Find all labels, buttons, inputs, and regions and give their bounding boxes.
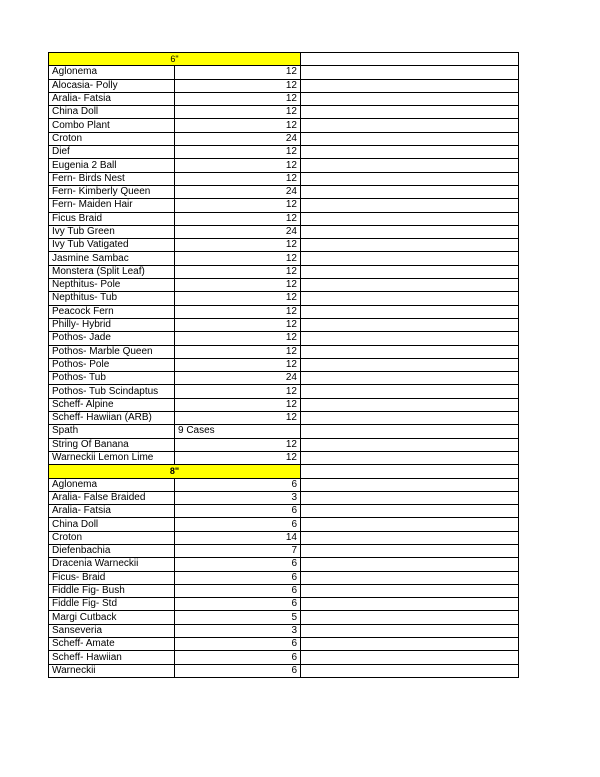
empty-cell[interactable] [301, 624, 519, 637]
empty-cell[interactable] [301, 265, 519, 278]
table-row [49, 146, 519, 159]
quantity-cell[interactable]: 12 [175, 451, 301, 464]
plant-name-cell[interactable]: Fern- Maiden Hair [49, 199, 175, 212]
table-row [49, 398, 519, 411]
plant-name-cell[interactable]: Ficus Braid [49, 212, 175, 225]
table-row [49, 79, 519, 92]
empty-cell[interactable] [301, 92, 519, 105]
empty-cell[interactable] [301, 279, 519, 292]
plant-name-cell[interactable]: Diefenbachia [49, 544, 175, 557]
empty-cell[interactable] [301, 132, 519, 145]
plant-name-cell[interactable]: Nepthitus- Tub [49, 292, 175, 305]
table-row [49, 518, 519, 531]
empty-cell[interactable] [301, 212, 519, 225]
empty-cell[interactable] [301, 651, 519, 664]
table-row [49, 531, 519, 544]
table-row [49, 611, 519, 624]
table-row [49, 412, 519, 425]
empty-cell[interactable] [301, 185, 519, 198]
plant-name-cell[interactable]: China Doll [49, 106, 175, 119]
plant-name-cell[interactable]: Croton [49, 132, 175, 145]
quantity-cell[interactable]: 12 [175, 385, 301, 398]
table-row [49, 451, 519, 464]
table-row [49, 292, 519, 305]
plant-name-cell[interactable]: China Doll [49, 518, 175, 531]
plant-name-cell[interactable]: Scheff- Hawiian (ARB) [49, 412, 175, 425]
quantity-cell[interactable]: 12 [175, 212, 301, 225]
empty-cell[interactable] [301, 385, 519, 398]
empty-cell[interactable] [301, 398, 519, 411]
plant-name-cell[interactable]: String Of Banana [49, 438, 175, 451]
empty-cell[interactable] [301, 159, 519, 172]
empty-cell[interactable] [301, 478, 519, 491]
plant-name-cell[interactable]: Aglonema [49, 66, 175, 79]
table-row [49, 199, 519, 212]
plant-name-cell[interactable]: Eugenia 2 Ball [49, 159, 175, 172]
plant-inventory-table [48, 52, 519, 678]
quantity-cell[interactable]: 6 [175, 638, 301, 651]
quantity-cell[interactable]: 12 [175, 199, 301, 212]
empty-cell[interactable] [301, 106, 519, 119]
quantity-cell[interactable]: 12 [175, 332, 301, 345]
plant-name-cell[interactable]: Aralia- Fatsia [49, 505, 175, 518]
quantity-cell[interactable]: 12 [175, 119, 301, 132]
quantity-cell[interactable]: 12 [175, 252, 301, 265]
table-row [49, 558, 519, 571]
table-row [49, 491, 519, 504]
plant-name-cell[interactable]: Fern- Kimberly Queen [49, 185, 175, 198]
quantity-cell[interactable]: 12 [175, 159, 301, 172]
empty-cell[interactable] [301, 53, 519, 66]
quantity-cell[interactable]: 6 [175, 505, 301, 518]
quantity-cell[interactable]: 5 [175, 611, 301, 624]
empty-cell[interactable] [301, 358, 519, 371]
empty-cell[interactable] [301, 425, 519, 438]
quantity-cell[interactable]: 24 [175, 132, 301, 145]
empty-cell[interactable] [301, 225, 519, 238]
plant-name-cell[interactable]: Alocasia- Polly [49, 79, 175, 92]
empty-cell[interactable] [301, 332, 519, 345]
quantity-cell[interactable]: 6 [175, 571, 301, 584]
table-row [49, 571, 519, 584]
empty-cell[interactable] [301, 372, 519, 385]
table-row [49, 239, 519, 252]
quantity-cell[interactable]: 3 [175, 491, 301, 504]
table-row [49, 225, 519, 238]
plant-name-cell[interactable]: Pothos- Tub Scindaptus [49, 385, 175, 398]
plant-name-cell[interactable]: Aralia- False Braided [49, 491, 175, 504]
table-row [49, 332, 519, 345]
empty-cell[interactable] [301, 292, 519, 305]
quantity-cell[interactable]: 24 [175, 225, 301, 238]
empty-cell[interactable] [301, 558, 519, 571]
plant-name-cell[interactable]: Combo Plant [49, 119, 175, 132]
quantity-cell[interactable]: 12 [175, 239, 301, 252]
quantity-cell[interactable]: 6 [175, 584, 301, 597]
table-row [49, 279, 519, 292]
plant-name-cell[interactable]: Croton [49, 531, 175, 544]
quantity-cell[interactable]: 12 [175, 265, 301, 278]
table-row [49, 584, 519, 597]
quantity-cell[interactable]: 12 [175, 79, 301, 92]
table-row [49, 106, 519, 119]
section-header[interactable]: 6" [49, 53, 301, 66]
section-header-row [49, 53, 519, 66]
plant-name-cell[interactable]: Sanseveria [49, 624, 175, 637]
table-row [49, 305, 519, 318]
quantity-cell[interactable]: 24 [175, 185, 301, 198]
plant-name-cell[interactable]: Philly- Hybrid [49, 318, 175, 331]
quantity-cell[interactable]: 7 [175, 544, 301, 557]
table-row [49, 638, 519, 651]
empty-cell[interactable] [301, 465, 519, 478]
quantity-cell[interactable]: 12 [175, 146, 301, 159]
quantity-cell[interactable]: 14 [175, 531, 301, 544]
quantity-cell[interactable]: 12 [175, 345, 301, 358]
plant-name-cell[interactable]: Dief [49, 146, 175, 159]
empty-cell[interactable] [301, 66, 519, 79]
table-row [49, 664, 519, 677]
quantity-cell[interactable]: 12 [175, 305, 301, 318]
empty-cell[interactable] [301, 584, 519, 597]
plant-name-cell[interactable]: Scheff- Hawiian [49, 651, 175, 664]
quantity-cell[interactable]: 6 [175, 478, 301, 491]
plant-name-cell[interactable]: Aralia- Fatsia [49, 92, 175, 105]
table-row [49, 345, 519, 358]
plant-name-cell[interactable]: Fiddle Fig- Std [49, 598, 175, 611]
table-row [49, 372, 519, 385]
empty-cell[interactable] [301, 252, 519, 265]
empty-cell[interactable] [301, 119, 519, 132]
section-header-row [49, 465, 519, 478]
table-row [49, 505, 519, 518]
table-row [49, 651, 519, 664]
plant-name-cell[interactable]: Pothos- Jade [49, 332, 175, 345]
quantity-cell[interactable]: 12 [175, 398, 301, 411]
quantity-cell[interactable]: 12 [175, 106, 301, 119]
empty-cell[interactable] [301, 345, 519, 358]
plant-name-cell[interactable]: Pothos- Pole [49, 358, 175, 371]
table-row [49, 478, 519, 491]
quantity-cell[interactable]: 6 [175, 598, 301, 611]
table-body [49, 53, 519, 678]
table-row [49, 318, 519, 331]
table-row [49, 185, 519, 198]
empty-cell[interactable] [301, 598, 519, 611]
empty-cell[interactable] [301, 571, 519, 584]
empty-cell[interactable] [301, 199, 519, 212]
plant-name-cell[interactable]: Spath [49, 425, 175, 438]
quantity-cell[interactable]: 12 [175, 292, 301, 305]
plant-name-cell[interactable]: Nepthitus- Pole [49, 279, 175, 292]
table-row [49, 66, 519, 79]
quantity-cell[interactable]: 12 [175, 92, 301, 105]
table-row [49, 92, 519, 105]
plant-name-cell[interactable]: Pothos- Tub [49, 372, 175, 385]
plant-name-cell[interactable]: Jasmine Sambac [49, 252, 175, 265]
quantity-cell[interactable]: 12 [175, 438, 301, 451]
table-row [49, 385, 519, 398]
empty-cell[interactable] [301, 638, 519, 651]
plant-name-cell[interactable]: Peacock Fern [49, 305, 175, 318]
plant-name-cell[interactable]: Warneckii [49, 664, 175, 677]
table-row [49, 624, 519, 637]
quantity-cell[interactable]: 3 [175, 624, 301, 637]
plant-name-cell[interactable]: Margi Cutback [49, 611, 175, 624]
empty-cell[interactable] [301, 412, 519, 425]
quantity-cell[interactable]: 12 [175, 358, 301, 371]
empty-cell[interactable] [301, 544, 519, 557]
empty-cell[interactable] [301, 79, 519, 92]
empty-cell[interactable] [301, 491, 519, 504]
quantity-cell[interactable]: 24 [175, 372, 301, 385]
section-header[interactable]: 8" [49, 465, 301, 478]
spreadsheet [48, 52, 519, 678]
quantity-cell[interactable]: 12 [175, 66, 301, 79]
quantity-cell[interactable]: 9 Cases [175, 425, 301, 438]
empty-cell[interactable] [301, 664, 519, 677]
quantity-cell[interactable]: 12 [175, 279, 301, 292]
table-row [49, 438, 519, 451]
plant-name-cell[interactable]: Ivy Tub Vatigated [49, 239, 175, 252]
plant-name-cell[interactable]: Dracenia Warneckii [49, 558, 175, 571]
plant-name-cell[interactable]: Fern- Birds Nest [49, 172, 175, 185]
quantity-cell[interactable]: 12 [175, 412, 301, 425]
empty-cell[interactable] [301, 318, 519, 331]
table-row [49, 119, 519, 132]
empty-cell[interactable] [301, 438, 519, 451]
plant-name-cell[interactable]: Scheff- Amate [49, 638, 175, 651]
table-row [49, 132, 519, 145]
table-row [49, 265, 519, 278]
quantity-cell[interactable]: 12 [175, 318, 301, 331]
plant-name-cell[interactable]: Ivy Tub Green [49, 225, 175, 238]
table-row [49, 544, 519, 557]
empty-cell[interactable] [301, 611, 519, 624]
empty-cell[interactable] [301, 451, 519, 464]
empty-cell[interactable] [301, 305, 519, 318]
quantity-cell[interactable]: 6 [175, 651, 301, 664]
empty-cell[interactable] [301, 505, 519, 518]
empty-cell[interactable] [301, 146, 519, 159]
table-row [49, 252, 519, 265]
empty-cell[interactable] [301, 172, 519, 185]
quantity-cell[interactable]: 12 [175, 172, 301, 185]
table-row [49, 598, 519, 611]
plant-name-cell[interactable]: Monstera (Split Leaf) [49, 265, 175, 278]
plant-name-cell[interactable]: Warneckii Lemon Lime [49, 451, 175, 464]
empty-cell[interactable] [301, 239, 519, 252]
quantity-cell[interactable]: 6 [175, 518, 301, 531]
quantity-cell[interactable]: 6 [175, 558, 301, 571]
plant-name-cell[interactable]: Fiddle Fig- Bush [49, 584, 175, 597]
table-row [49, 358, 519, 371]
table-row [49, 172, 519, 185]
table-row [49, 425, 519, 438]
plant-name-cell[interactable]: Aglonema [49, 478, 175, 491]
table-row [49, 212, 519, 225]
plant-name-cell[interactable]: Ficus- Braid [49, 571, 175, 584]
empty-cell[interactable] [301, 531, 519, 544]
plant-name-cell[interactable]: Pothos- Marble Queen [49, 345, 175, 358]
quantity-cell[interactable]: 6 [175, 664, 301, 677]
plant-name-cell[interactable]: Scheff- Alpine [49, 398, 175, 411]
empty-cell[interactable] [301, 518, 519, 531]
table-row [49, 159, 519, 172]
